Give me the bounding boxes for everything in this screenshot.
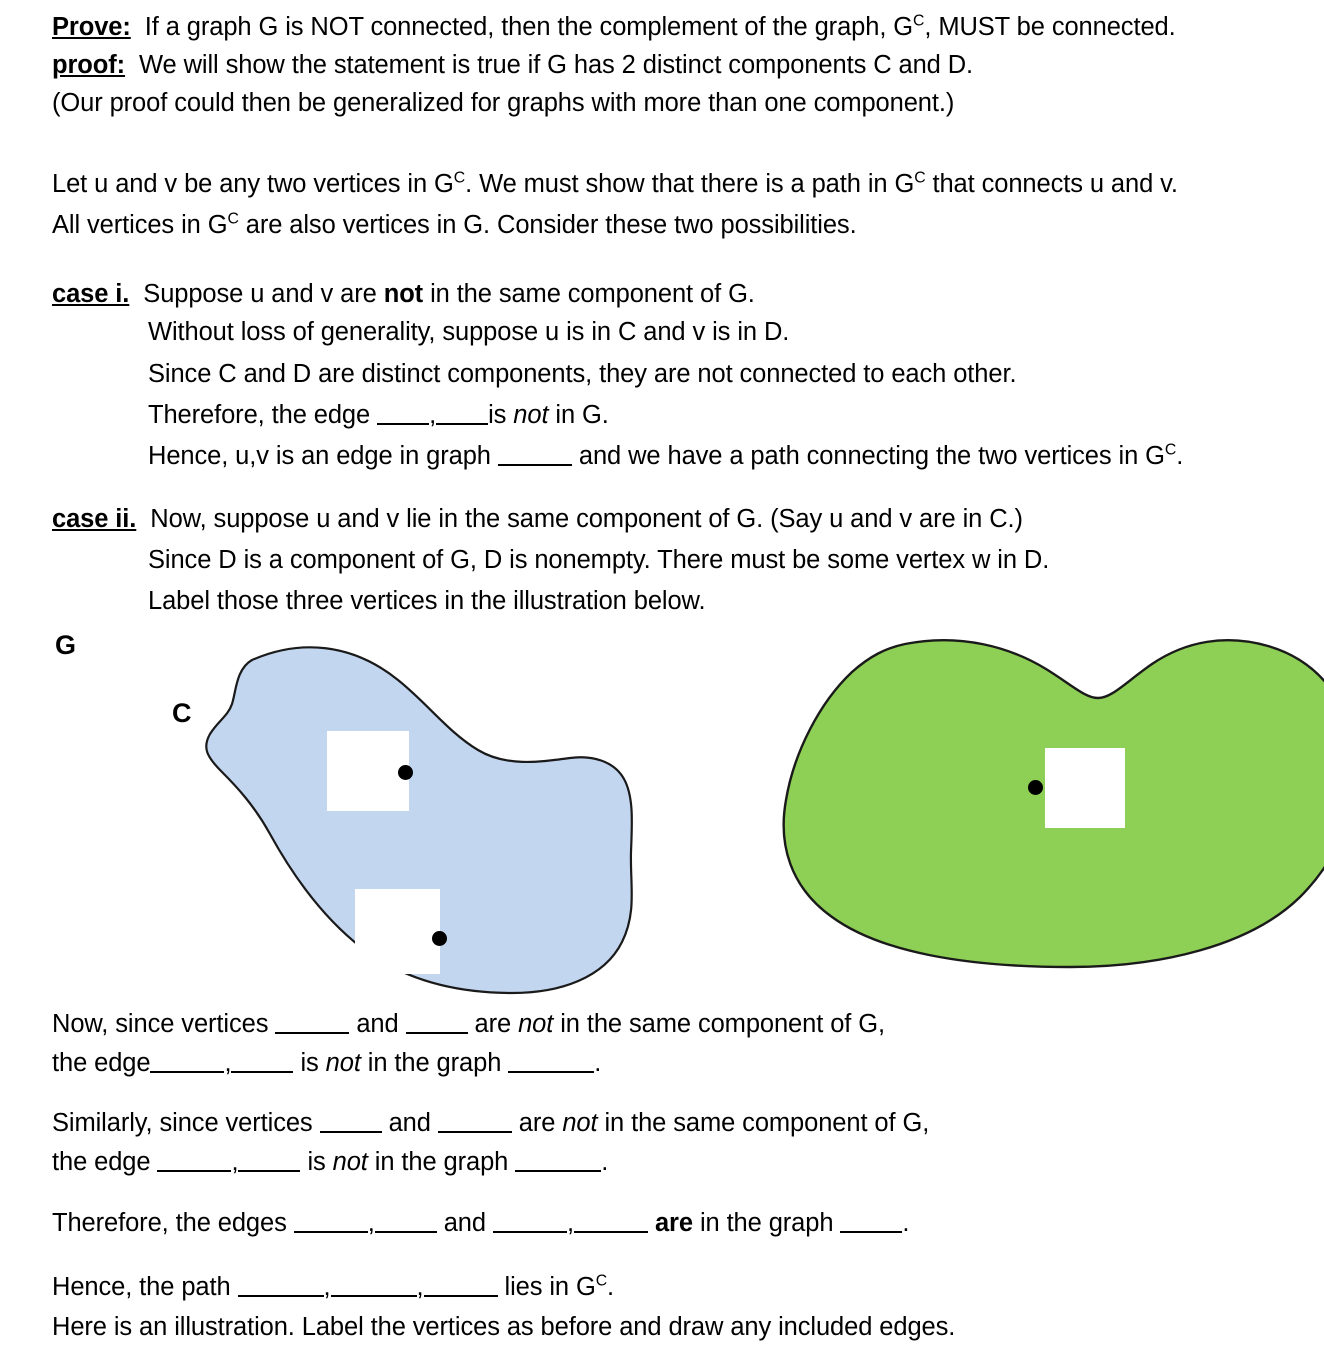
p2-l1-not-italic: not <box>562 1109 598 1137</box>
p2-l2-not-italic: not <box>332 1148 368 1176</box>
p4-a: Hence, the path <box>52 1273 238 1301</box>
p2-l1-c: are <box>511 1109 563 1137</box>
blank-p1-edge-a[interactable] <box>150 1045 224 1073</box>
case-ii-line-3: Label those three vertices in the illustration below. <box>148 587 706 615</box>
vertex-dot-c2 <box>432 931 447 946</box>
prove-label: Prove: <box>52 13 131 41</box>
vertex-dot-d1 <box>1028 780 1043 795</box>
conclusion-p4 <box>52 1268 614 1306</box>
conclusion-p2-line1 <box>52 1104 929 1142</box>
conclusion-p5: Here is an illustration. Label the vertices as before and draw any included edges. <box>52 1313 956 1341</box>
case-i-line5-c: . <box>1176 442 1184 470</box>
vertex-label-box-c2[interactable] <box>355 889 440 974</box>
p3-comma-2: , <box>566 1209 574 1237</box>
blank-p4-path-1[interactable] <box>238 1269 324 1297</box>
p1-l1-not-italic: not <box>518 1010 554 1038</box>
conclusion-p3 <box>52 1204 909 1242</box>
blank-p1-vertex-2[interactable] <box>406 1006 468 1034</box>
case-i-line-5 <box>52 437 1183 475</box>
case-i-line5-a: Hence, u,v is an edge in graph <box>148 442 498 470</box>
blank-p2-edge-b[interactable] <box>238 1144 300 1172</box>
p2-l1-b: and <box>381 1109 438 1137</box>
p2-l2-d: . <box>601 1148 609 1176</box>
p2-l1-a: Similarly, since vertices <box>52 1109 320 1137</box>
p1-l1-a: Now, since vertices <box>52 1010 276 1038</box>
p3-b: and <box>436 1209 493 1237</box>
case-i-line1-a: Suppose u and v are <box>143 280 384 308</box>
p1-l2-c: in the graph <box>360 1049 509 1077</box>
case-i-line-2: Without loss of generality, suppose u is in C and v is in D. <box>148 318 790 346</box>
conclusion-p1-line1 <box>52 1005 885 1043</box>
blank-p1-edge-b[interactable] <box>231 1045 293 1073</box>
blank-p1-graph[interactable] <box>508 1045 594 1073</box>
p2-l2-comma: , <box>231 1148 239 1176</box>
blank-graph-name[interactable] <box>498 438 572 466</box>
p3-c: in the graph <box>692 1209 841 1237</box>
p1-l2-b: is <box>293 1049 326 1077</box>
p4-c: . <box>607 1273 615 1301</box>
intro-line1-a: Let u and v be any two vertices in G <box>52 170 454 198</box>
intro-superscript-1: C <box>453 169 466 187</box>
intro-line2-a: All vertices in G <box>52 211 228 239</box>
p4-superscript: C <box>595 1272 608 1290</box>
intro-superscript-3: C <box>227 210 239 228</box>
case-i-not-italic: not <box>513 401 549 429</box>
case-i-line5-b: and we have a path connecting the two vertices in G <box>571 442 1165 470</box>
p2-l2-a: the edge <box>52 1148 158 1176</box>
intro-line1-b: . We must show that there is a path in G <box>465 170 915 198</box>
graph-label-g: G <box>55 630 77 660</box>
p3-d: . <box>902 1209 910 1237</box>
blank-p2-vertex-1[interactable] <box>320 1105 382 1133</box>
p1-l2-comma: , <box>224 1049 232 1077</box>
vertex-label-box-d1[interactable] <box>1045 748 1125 828</box>
prove-text-b: , MUST be connected. <box>924 13 1176 41</box>
p4-b: lies in G <box>497 1273 596 1301</box>
conclusion-p1-line2 <box>52 1044 601 1082</box>
p2-l2-b: is <box>300 1148 333 1176</box>
blank-p1-vertex-1[interactable] <box>275 1006 349 1034</box>
p1-l1-b: and <box>349 1010 406 1038</box>
vertex-dot-c1 <box>398 765 413 780</box>
case-i-line4-a: Therefore, the edge <box>148 401 378 429</box>
blank-p4-path-2[interactable] <box>331 1269 417 1297</box>
case-i-not-bold: not <box>383 280 424 308</box>
intro-superscript-2: C <box>914 169 926 187</box>
blank-p3-edge2-a[interactable] <box>493 1205 567 1233</box>
case-i-line-3: Since C and D are distinct components, they are not connected to each other. <box>148 360 1017 388</box>
vertex-label-box-c1[interactable] <box>327 731 409 811</box>
proof-text: We will show the statement is true if G has 2 distinct components C and D. <box>139 51 974 79</box>
case-i-label: case i. <box>52 280 130 308</box>
p2-l2-c: in the graph <box>367 1148 516 1176</box>
case-ii-label: case ii. <box>52 505 137 533</box>
intro-line1-c: that connects u and v. <box>925 170 1178 198</box>
intro-line-2 <box>52 206 857 244</box>
blank-p4-path-3[interactable] <box>424 1269 498 1297</box>
p1-l1-c: are <box>467 1010 519 1038</box>
prove-superscript: C <box>913 12 925 30</box>
intro-line2-b: are also vertices in G. Consider these two possibilities. <box>238 211 857 239</box>
case-i-superscript: C <box>1164 441 1177 459</box>
blank-p3-edge1-a[interactable] <box>294 1205 368 1233</box>
case-i-comma: , <box>429 401 437 429</box>
p1-l2-a: the edge <box>52 1049 151 1077</box>
p3-are-bold: are <box>654 1209 693 1237</box>
case-ii-line1-text: Now, suppose u and v lie in the same component of G. (Say u and v are in C.) <box>150 505 1023 533</box>
blobs-svg <box>0 612 1324 1012</box>
blank-p3-edge2-b[interactable] <box>574 1205 648 1233</box>
component-label-c: C <box>172 698 192 728</box>
p4-comma-2: , <box>416 1273 424 1301</box>
p1-l2-not-italic: not <box>325 1049 361 1077</box>
p3-comma-1: , <box>367 1209 375 1237</box>
blank-edge-u[interactable] <box>377 397 429 425</box>
blank-p2-edge-a[interactable] <box>157 1144 231 1172</box>
blank-p3-graph[interactable] <box>840 1205 902 1233</box>
prove-line <box>52 8 1176 46</box>
p3-a: Therefore, the edges <box>52 1209 294 1237</box>
blank-p2-graph[interactable] <box>515 1144 601 1172</box>
proof-label: proof: <box>52 51 126 79</box>
case-i-line4-c: in G. <box>548 401 609 429</box>
case-i-line1-b: in the same component of G. <box>423 280 755 308</box>
conclusion-p2-line2 <box>52 1143 608 1181</box>
proof-line <box>52 46 973 84</box>
case-i-line-1 <box>52 275 755 313</box>
blank-p3-edge1-b[interactable] <box>375 1205 437 1233</box>
proof-parenthetical: (Our proof could then be generalized for graphs with more than one component.) <box>52 89 955 117</box>
case-i-line4-b: is <box>488 401 514 429</box>
prove-text-a: If a graph G is NOT connected, then the complement of the graph, G <box>144 13 914 41</box>
blank-edge-v[interactable] <box>436 397 488 425</box>
p1-l2-d: . <box>594 1049 602 1077</box>
intro-line-1 <box>52 165 1178 203</box>
blank-p2-vertex-2[interactable] <box>438 1105 512 1133</box>
case-i-line-4 <box>52 396 609 434</box>
case-ii-line-1 <box>52 500 1023 538</box>
p2-l1-d: in the same component of G, <box>597 1109 930 1137</box>
case-ii-line-2: Since D is a component of G, D is nonempty. There must be some vertex w in D. <box>148 546 1050 574</box>
components-illustration <box>0 612 1324 1012</box>
p4-comma-1: , <box>323 1273 331 1301</box>
p1-l1-d: in the same component of G, <box>553 1010 885 1038</box>
